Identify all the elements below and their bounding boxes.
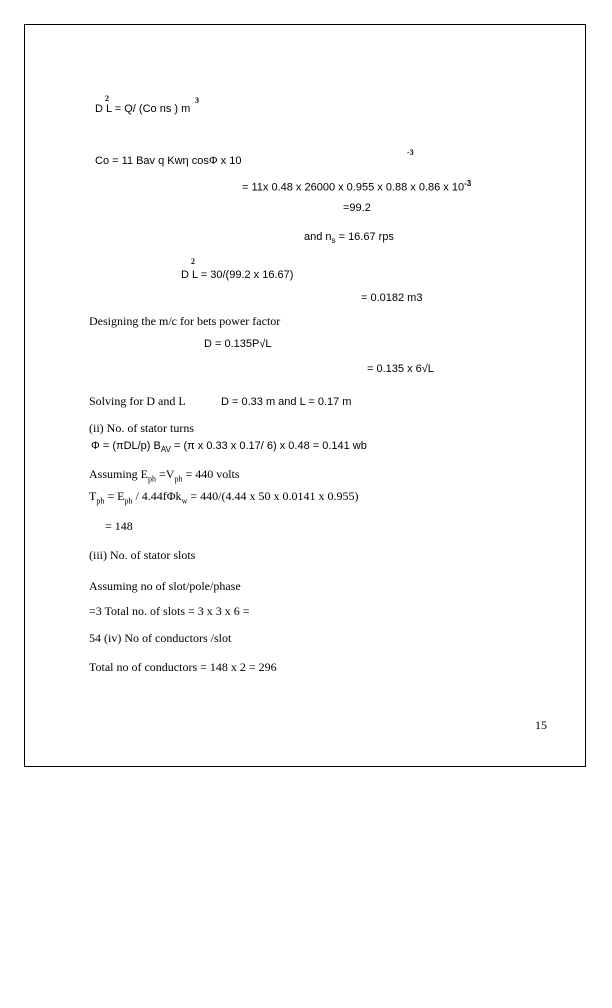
equation-co-values: = 11x 0.48 x 26000 x 0.955 x 0.88 x 0.86 x $10^{-3}$ <box>242 179 472 194</box>
superscript-2-second: 2 <box>191 257 195 266</box>
page-number: 15 <box>535 718 547 732</box>
assumption-slots: Assuming no of slot/pole/phase <box>89 579 241 593</box>
equation-diameter-formula: D = 0.135P√L <box>204 338 272 350</box>
superscript-2: 2 <box>105 94 109 103</box>
assumption-eph: Assuming $E_{ph} =V_{ph} = 440$ volts <box>89 467 240 484</box>
equation-ns: and $n_s = 16.67$ rps <box>304 231 394 246</box>
equation-flux: Φ = (πDL/p) $B_{AV} = (\pi$ x 0.33 x 0.17/ 6) x 0.48 = 0.141 wb <box>91 440 367 455</box>
power-factor-heading: Designing the m/c for bets power factor <box>89 314 281 328</box>
equation-output-coefficient: Co = 11 Bav q Kwη cosΦ x 10 <box>95 155 242 167</box>
equation-diameter-values: = 0.135 x 6√L <box>367 363 434 375</box>
total-slots: =3 Total no. of slots = 3 x 3 x 6 = <box>89 604 250 618</box>
equation-d2l: D L = Q/ (Co ns ) m <box>95 103 191 115</box>
superscript-3: 3 <box>195 96 199 105</box>
total-conductors: Total no of conductors = 148 x 2 = 296 <box>89 660 277 674</box>
tph-result: = 148 <box>105 519 133 533</box>
d2l-result: = 0.0182 m3 <box>361 292 423 304</box>
equation-tph: $T_{ph} = E_{ph} / 4.44f\Phi k_w = 440/(4.44$ x 50 x 0.0141 x 0.955) <box>89 489 359 506</box>
solving-result: D = 0.33 m and L = 0.17 m <box>221 396 352 408</box>
equation-d2l-values: D L = 30/(99.2 x 16.67) <box>181 269 294 281</box>
co-result: =99.2 <box>343 202 371 214</box>
section-conductors-per-slot: 54 (iv) No of conductors /slot <box>89 631 232 645</box>
section-stator-turns: (ii) No. of stator turns <box>89 421 194 435</box>
solving-label: Solving for D and L <box>89 394 186 408</box>
section-stator-slots: (iii) No. of stator slots <box>89 548 196 562</box>
co-exponent: -3 <box>407 148 414 157</box>
